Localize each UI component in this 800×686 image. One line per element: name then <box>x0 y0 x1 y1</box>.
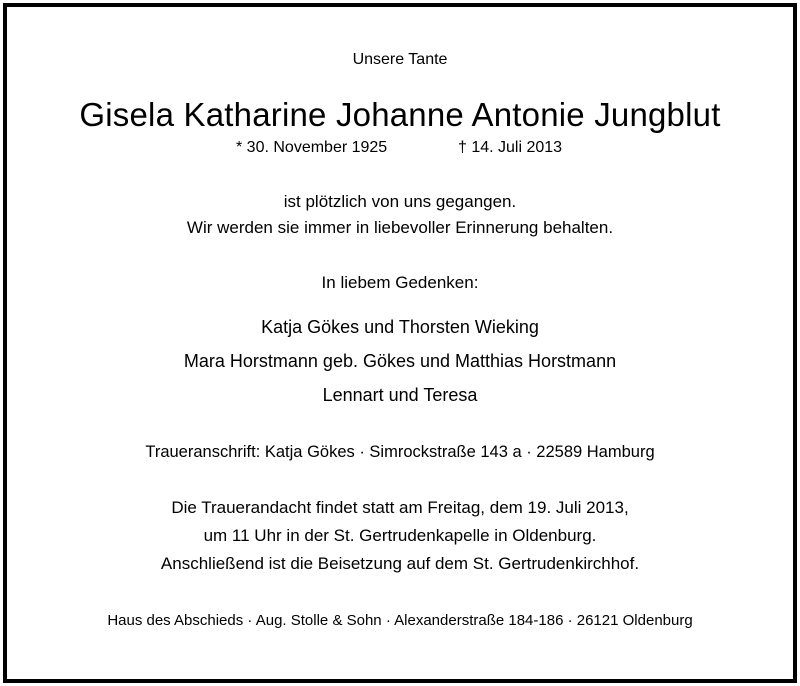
mourner-line: Mara Horstmann geb. Gökes und Matthias Horstmann <box>183 351 617 371</box>
life-dates <box>0 140 800 160</box>
memory-heading: In liebem Gedenken: <box>321 273 479 292</box>
message-line: Wir werden sie immer in liebevoller Erinnerung behalten. <box>186 218 614 237</box>
deceased-name: Gisela Katharine Johanne Antonie Jungblut <box>79 96 721 133</box>
service-line: um 11 Uhr in der St. Gertrudenkapelle in Oldenburg. <box>203 526 597 545</box>
intro-text: Unsere Tante <box>352 51 448 68</box>
mourning-address: Traueranschrift: Katja Gökes · Simrockstraße 143 a · 22589 Hamburg <box>145 443 655 461</box>
service-line: Die Trauerandacht findet statt am Freitag, dem 19. Juli 2013, <box>171 498 629 517</box>
mourner-line: Lennart und Teresa <box>322 385 478 405</box>
service-line: Anschließend ist die Beisetzung auf dem St. Gertrudenkirchhof. <box>160 554 640 573</box>
message-line: ist plötzlich von uns gegangen. <box>283 192 517 211</box>
death-date: † 14. Juli 2013 <box>458 139 563 156</box>
mourner-line: Katja Gökes und Thorsten Wieking <box>261 317 539 337</box>
birth-date: * 30. November 1925 <box>236 139 388 156</box>
funeral-home: Haus des Abschieds · Aug. Stolle & Sohn · Alexanderstraße 184-186 · 26121 Oldenburg <box>107 612 693 629</box>
